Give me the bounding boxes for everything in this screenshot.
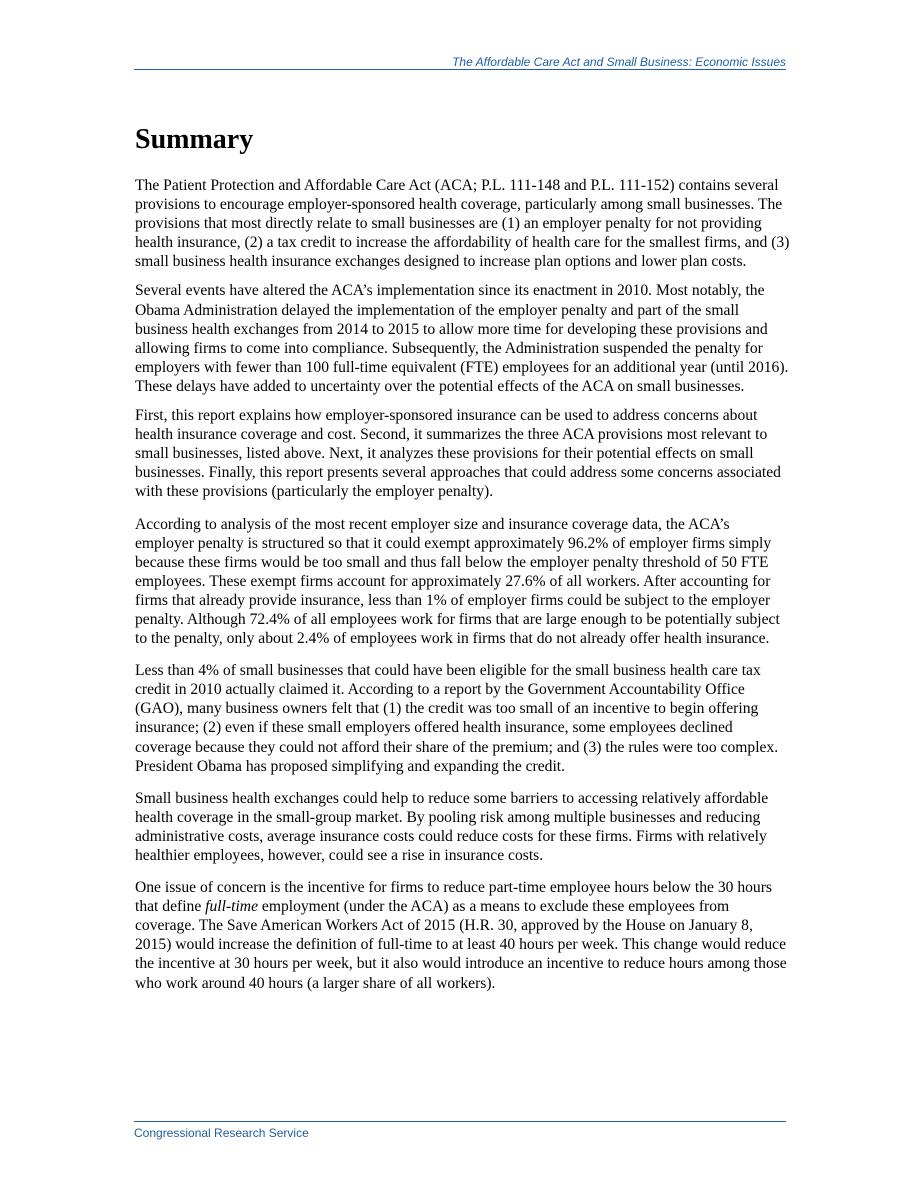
footer-organization: Congressional Research Service xyxy=(134,1126,309,1140)
page-title: Summary xyxy=(135,124,254,155)
paragraph-7-start: One issue of concern is the incentive for firms to reduce part-time employee hours below the 30 hours that define xyxy=(135,879,772,916)
paragraph-1: The Patient Protection and Affordable Care Act (ACA; P.L. 111-148 and P.L. 111-152) contains several provisions to encourage employer-sponsored health coverage, particularly among small businesses. The provisions that most directly relate to small businesses are (1) an employer penalty for not providing health insurance, (2) a tax credit to increase the affordability of health care for the smallest firms, and (3) small business health insurance exchanges designed to increase plan options and lower plan costs. xyxy=(135,177,790,271)
running-header xyxy=(134,53,786,70)
paragraph-3: First, this report explains how employer-sponsored insurance can be used to address concerns about health insurance coverage and cost. Second, it summarizes the three ACA provisions most relevant to small businesses, listed above. Next, it analyzes these provisions for their potential effects on small businesses. Finally, this report presents several approaches that could address some concerns associated with these provisions (particularly the employer penalty). xyxy=(135,407,781,501)
paragraph-2: Several events have altered the ACA’s implementation since its enactment in 2010. Most notably, the Obama Administration delayed the implementation of the employer penalty and part of the small business health exchanges from 2014 to 2015 to allow more time for developing these provisions and allowing firms to come into compliance. Subsequently, the Administration suspended the penalty for employers with fewer than 100 full-time equivalent (FTE) employees for an additional year (until 2016). These delays have added to uncertainty over the potential effects of the ACA on small businesses. xyxy=(135,282,789,395)
running-title: The Affordable Care Act and Small Business: Economic Issues xyxy=(452,55,786,69)
paragraph-4: According to analysis of the most recent employer size and insurance coverage data, the ACA’s employer penalty is structured so that it could exempt approximately 96.2% of employer firms simply because these firms would be too small and thus fall below the employer penalty threshold of 50 FTE employees. These exempt firms account for approximately 27.6% of all workers. After accounting for firms that already provide insurance, less than 1% of employer firms could be subject to the employer penalty. Although 72.4% of all employees work for firms that are large enough to be potentially subject to the penalty, only about 2.4% of employees work in firms that do not already offer health insurance. xyxy=(135,515,780,648)
paragraph-6: Small business health exchanges could help to reduce some barriers to accessing relatively affordable health coverage in the small-group market. By pooling risk among multiple businesses and reducing administrative costs, average insurance costs could reduce costs for these firms. Firms with relatively healthier employees, however, could see a rise in insurance costs. xyxy=(135,789,769,864)
paragraph-7 xyxy=(135,878,790,993)
summary-body xyxy=(135,176,790,993)
paragraph-7-end: employment (under the ACA) as a means to exclude these employees from coverage. The Save American Workers Act of 2015 (H.R. 30, approved by the House on January 8, 2015) would increase the definition of full-time to at least 40 hours per week. This change would reduce the incentive at 30 hours per week, but it also would introduce an incentive to reduce hours among those who work around 40 hours (a larger share of all workers). xyxy=(135,898,787,992)
page-footer xyxy=(134,1121,786,1142)
paragraph-5: Less than 4% of small businesses that could have been eligible for the small business health care tax credit in 2010 actually claimed it. According to a report by the Government Accountability Office (GAO), many business owners felt that (1) the credit was too small of an incentive to begin offering insurance; (2) even if these small employers offered health insurance, some employees declined coverage because they could not afford their share of the premium; and (3) the rules were too complex. President Obama has proposed simplifying and expanding the credit. xyxy=(135,662,779,775)
full-time-emphasis: full-time xyxy=(205,898,258,916)
